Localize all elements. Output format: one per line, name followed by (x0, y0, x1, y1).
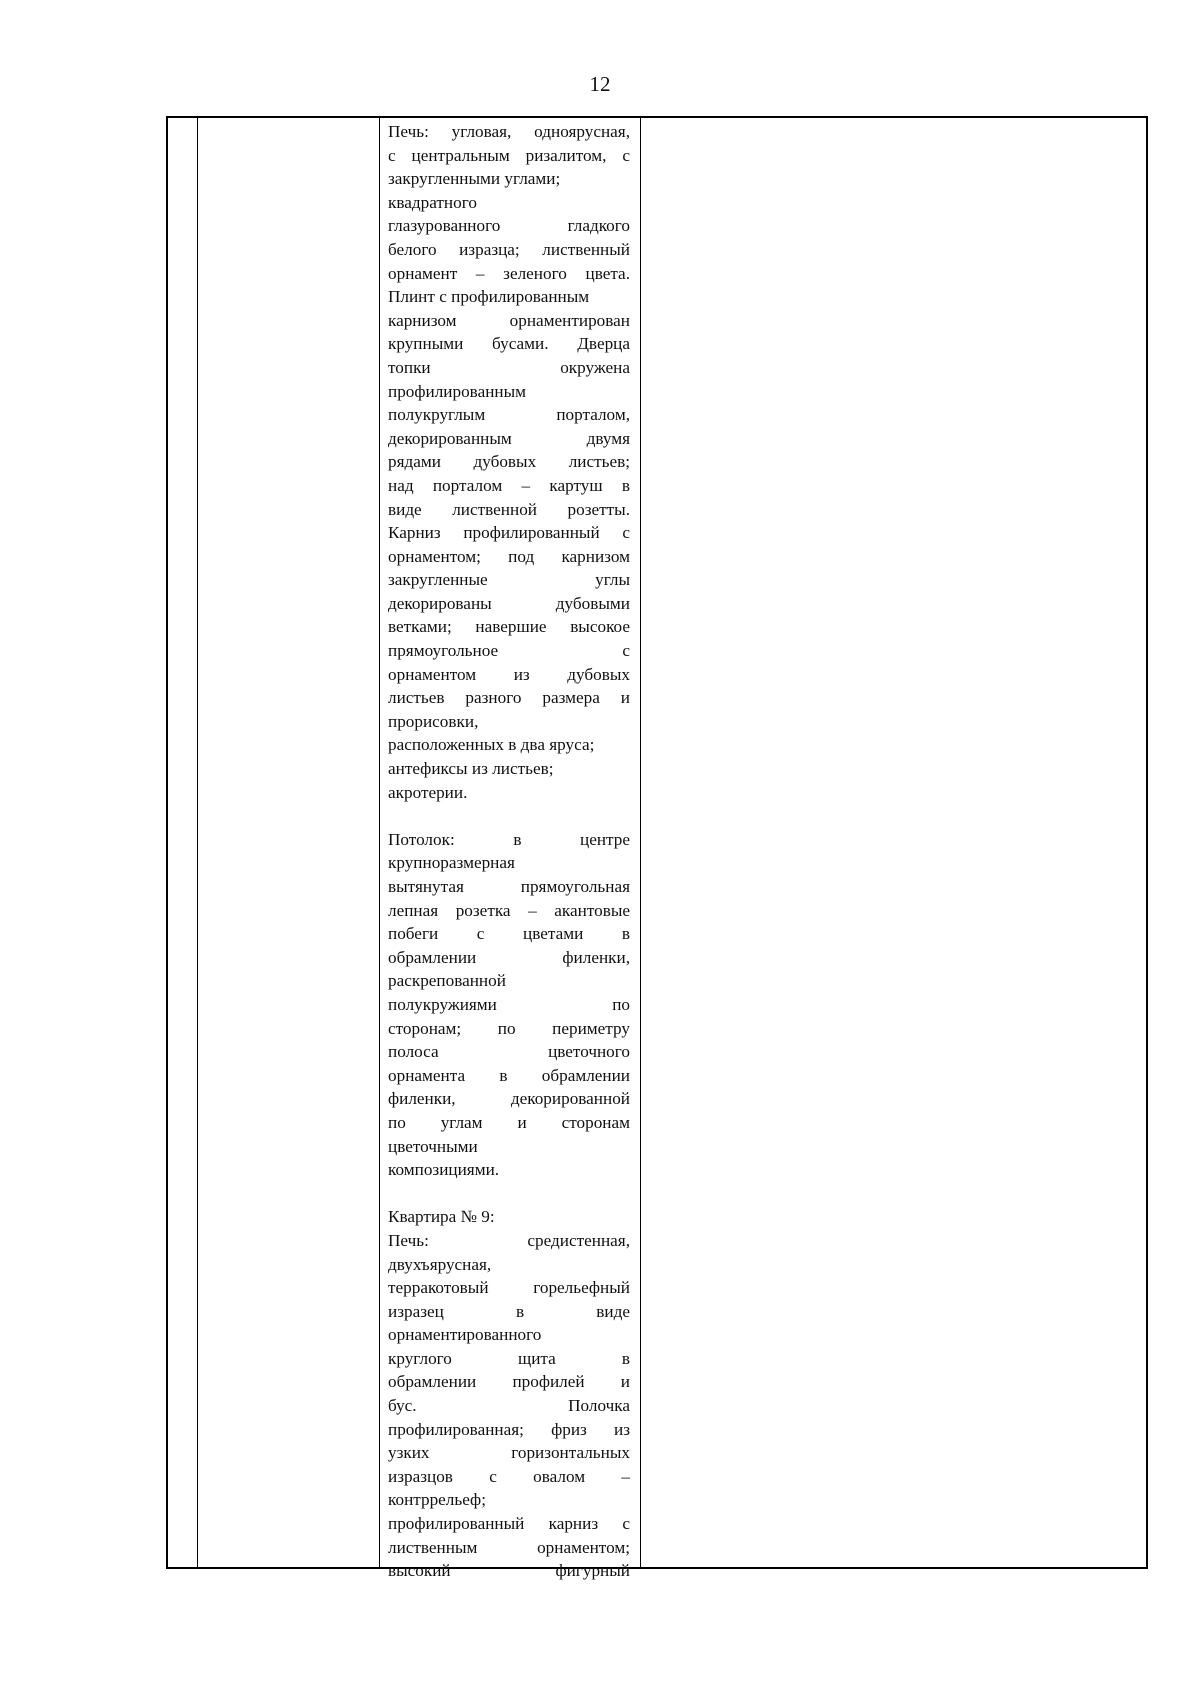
text-line: лепная розетка – акантовые (388, 900, 630, 920)
text-line: вытянутая прямоугольная (388, 877, 630, 896)
text-line: изразец в виде (388, 1301, 630, 1321)
text-line: квадратного (388, 192, 477, 212)
text-line: акротерии. (388, 782, 468, 802)
table-column-number (168, 118, 198, 1567)
text-line: по углам и сторонам (388, 1112, 630, 1132)
text-line: обрамлении филенки, (388, 947, 630, 967)
text-line: виде лиственной розетты. (388, 499, 630, 519)
text-line: крупными бусами. Дверца (388, 334, 630, 354)
text-line: узких горизонтальных (388, 1443, 630, 1463)
description-table (166, 116, 1148, 1581)
text-line: прорисовки, (388, 711, 479, 731)
text-line: орнаментом из дубовых (388, 664, 630, 684)
text-line: композициями. (388, 1160, 500, 1180)
text-line: орнаментом; под карнизом (388, 546, 630, 566)
text-line: Плинт с профилированным (388, 287, 590, 307)
text-line: закругленными углами; (388, 169, 561, 189)
table-column-description (380, 118, 641, 1581)
paragraph-gap (388, 1182, 630, 1206)
text-line: расположенных в два яруса; (388, 735, 595, 755)
page-number: 12 (589, 72, 611, 96)
table-column-notes (641, 118, 1146, 1567)
text-line: терракотовый горельефный (388, 1278, 630, 1298)
text-line: над порталом – картуш в (388, 475, 630, 495)
text-line: контррельеф; (388, 1490, 486, 1510)
text-line: листьев разного размера и (388, 688, 630, 708)
text-line: Потолок: в центре (388, 829, 630, 849)
text-line: филенки, декорированной (388, 1089, 630, 1109)
text-line: белого изразца; лиственный (388, 239, 630, 259)
text-line: профилированным (388, 381, 527, 401)
text-line: профилированный карниз с (388, 1514, 630, 1534)
text-line: с центральным ризалитом, с (388, 145, 630, 165)
text-line: полукруглым порталом, (388, 405, 630, 425)
text-line: полукружиями по (388, 994, 630, 1014)
potolok-paragraph (388, 828, 630, 1182)
text-line: полоса цветочного (388, 1042, 630, 1062)
text-line: прямоугольное с (388, 641, 630, 661)
pech-main-paragraph (388, 120, 630, 804)
text-line: рядами дубовых листьев; (388, 452, 630, 472)
kvartira-9-paragraph (388, 1205, 630, 1583)
text-line: декорированным двумя (388, 428, 630, 448)
text-line: орнамент – зеленого цвета. (388, 263, 630, 283)
text-line: антефиксы из листьев; (388, 759, 554, 779)
text-line: карнизом орнаментирован (388, 310, 630, 330)
text-line: закругленные углы (388, 570, 630, 590)
text-line: побеги с цветами в (388, 924, 630, 944)
text-line: профилированная; фриз из (388, 1419, 630, 1439)
text-line: сторонам; по периметру (388, 1018, 630, 1038)
text-line: декорированы дубовыми (388, 593, 630, 613)
text-line: раскрепованной (388, 971, 506, 991)
text-line: глазурованного гладкого (388, 216, 630, 236)
text-line: цветочными (388, 1136, 478, 1156)
text-line: лиственным орнаментом; (388, 1537, 630, 1557)
text-line: бус. Полочка (388, 1396, 630, 1416)
text-line: Печь: угловая, одноярусная, (388, 122, 630, 141)
text-line: Печь: средистенная, (388, 1230, 630, 1250)
text-line: Карниз профилированный с (388, 523, 630, 543)
text-line: орнаментированного (388, 1325, 542, 1345)
text-line: изразцов с овалом – (388, 1466, 630, 1486)
text-line: орнамента в обрамлении (388, 1065, 630, 1085)
text-line: топки окружена (388, 357, 630, 377)
text-line: Квартира № 9: (388, 1207, 495, 1227)
text-line: круглого щита в (388, 1348, 630, 1368)
text-line: двухъярусная, (388, 1254, 492, 1274)
text-line: высокий фигурный (388, 1561, 630, 1581)
text-line: крупноразмерная (388, 853, 515, 873)
text-line: ветками; навершие высокое (388, 617, 630, 637)
table-column-name (198, 118, 380, 1567)
text-line: обрамлении профилей и (388, 1372, 630, 1392)
paragraph-gap (388, 804, 630, 828)
